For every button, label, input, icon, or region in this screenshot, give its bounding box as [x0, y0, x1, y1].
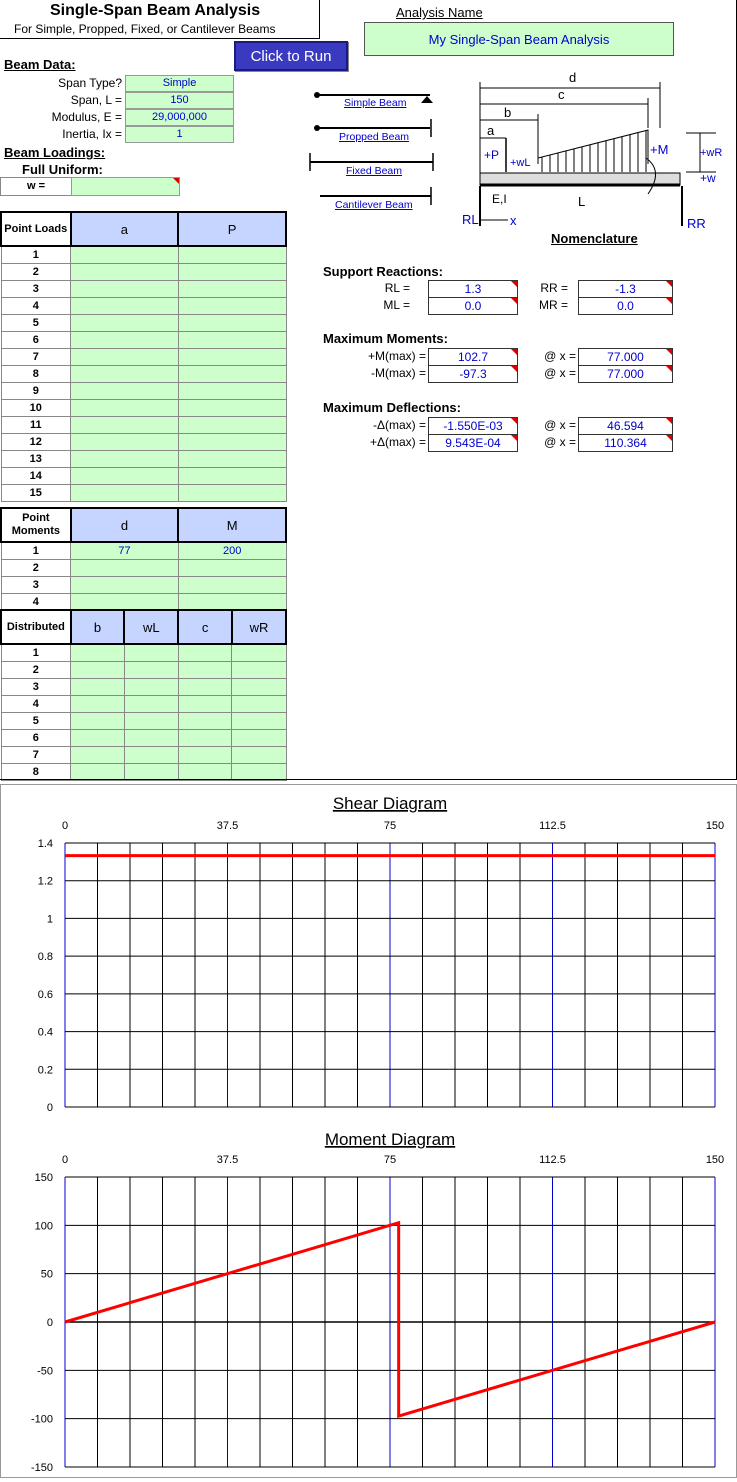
x-tick-label: 75 — [383, 820, 397, 832]
rr-label: RR = — [540, 281, 568, 295]
y-tick-label: -100 — [30, 1413, 53, 1426]
cell-a[interactable] — [71, 399, 179, 416]
nom-c: c — [558, 87, 565, 102]
table-row — [1, 746, 286, 763]
cell-wl[interactable] — [124, 695, 178, 712]
table-row — [1, 484, 286, 501]
cell-a[interactable] — [71, 450, 179, 467]
cell-c[interactable] — [178, 763, 232, 780]
mmax-neg-x: 77.000 — [578, 365, 673, 383]
cell-m[interactable] — [178, 559, 286, 576]
x-tick-label: 37.5 — [216, 1154, 239, 1166]
cell-c[interactable] — [178, 746, 232, 763]
cell-p[interactable] — [178, 433, 286, 450]
chart-title: Shear Diagram — [332, 794, 448, 813]
nomenclature-title: Nomenclature — [551, 231, 638, 246]
cell-b[interactable] — [71, 712, 125, 729]
point-moments-table — [0, 507, 287, 611]
row-number: 8 — [1, 365, 71, 382]
row-number: 7 — [1, 746, 71, 763]
table-row — [1, 399, 286, 416]
row-number: 2 — [1, 661, 71, 678]
cell-b[interactable] — [71, 746, 125, 763]
col-p-header: P — [178, 212, 286, 246]
analysis-name-label: Analysis Name — [396, 5, 483, 20]
row-number: 5 — [1, 712, 71, 729]
cantilever-beam-link[interactable]: Cantilever Beam — [335, 199, 413, 211]
y-tick-label: 0.4 — [37, 1026, 53, 1039]
y-tick-label: 1 — [46, 913, 53, 926]
row-number: 2 — [1, 263, 71, 280]
cell-a[interactable] — [71, 382, 179, 399]
row-number: 4 — [1, 297, 71, 314]
cell-m[interactable] — [178, 593, 286, 610]
table-row — [1, 331, 286, 348]
dmax-pos-x: 110.364 — [578, 434, 673, 452]
cell-a[interactable] — [71, 280, 179, 297]
dmax-pos-label: +Δ(max) = — [369, 435, 426, 449]
x-tick-label: 150 — [705, 820, 725, 832]
table-row — [1, 433, 286, 450]
span-length-input[interactable]: 150 — [125, 92, 234, 109]
row-number: 3 — [1, 280, 71, 297]
table-row — [1, 678, 286, 695]
cell-b[interactable] — [71, 644, 125, 661]
modulus-input[interactable]: 29,000,000 — [125, 109, 234, 126]
cell-b[interactable] — [71, 661, 125, 678]
table-row — [1, 576, 286, 593]
cell-b[interactable] — [71, 763, 125, 780]
pm-title-1: Point — [22, 512, 50, 524]
simple-beam-link[interactable]: Simple Beam — [344, 97, 407, 109]
row-number: 12 — [1, 433, 71, 450]
cell-p[interactable] — [178, 399, 286, 416]
mmax-pos-x: 77.000 — [578, 348, 673, 366]
cell-wr[interactable] — [232, 695, 286, 712]
cell-b[interactable] — [71, 678, 125, 695]
cell-a[interactable] — [71, 263, 179, 280]
point-loads-table — [0, 211, 287, 502]
chart-title: Moment Diagram — [324, 1130, 456, 1149]
x-tick-label: 0 — [61, 820, 69, 832]
row-number: 4 — [1, 695, 71, 712]
nom-w: +w — [700, 171, 716, 185]
y-tick-label: 0 — [46, 1317, 53, 1329]
cell-d[interactable] — [71, 559, 179, 576]
row-number: 4 — [1, 593, 71, 610]
w-label: w = — [0, 177, 72, 196]
table-row — [1, 712, 286, 729]
x-tick-label: 150 — [705, 1154, 725, 1166]
table-row — [1, 416, 286, 433]
cell-wr[interactable] — [232, 712, 286, 729]
table-row — [1, 450, 286, 467]
analysis-name-input[interactable]: My Single-Span Beam Analysis — [364, 22, 674, 56]
table-row — [1, 297, 286, 314]
nom-l: L — [578, 194, 586, 209]
pm-title-2: Moments — [11, 525, 60, 537]
cell-d[interactable] — [71, 593, 179, 610]
fixed-beam-link[interactable]: Fixed Beam — [346, 165, 403, 177]
row-number: 6 — [1, 331, 71, 348]
cell-p[interactable] — [178, 263, 286, 280]
beam-loadings-heading: Beam Loadings: — [4, 145, 106, 160]
dmax-neg-at-label: @ x = — [544, 418, 576, 432]
y-tick-label: 1.4 — [37, 838, 53, 850]
table-row — [1, 314, 286, 331]
cell-p[interactable] — [178, 450, 286, 467]
table-row — [1, 348, 286, 365]
w-input[interactable] — [71, 177, 180, 196]
table-row — [1, 263, 286, 280]
cell-c[interactable] — [178, 712, 232, 729]
cell-p[interactable] — [178, 331, 286, 348]
nom-x: x — [510, 213, 517, 228]
maximum-deflections-heading: Maximum Deflections: — [323, 400, 461, 415]
row-number: 2 — [1, 559, 71, 576]
cell-wr[interactable] — [232, 746, 286, 763]
row-number: 5 — [1, 314, 71, 331]
cell-wr[interactable] — [232, 729, 286, 746]
y-tick-label: -150 — [30, 1462, 53, 1474]
nom-ei: E,I — [492, 192, 507, 206]
nom-m: +M — [650, 142, 669, 157]
col-c-header: c — [178, 610, 232, 644]
cell-wr[interactable] — [232, 644, 286, 661]
cell-d[interactable] — [71, 576, 179, 593]
distributed-title: Distributed — [1, 610, 71, 644]
cell-p[interactable] — [178, 280, 286, 297]
cell-c[interactable] — [178, 661, 232, 678]
dmax-pos-at-label: @ x = — [544, 435, 576, 449]
cell-wl[interactable] — [124, 712, 178, 729]
cell-p[interactable] — [178, 467, 286, 484]
col-m-header: M — [178, 508, 286, 542]
cell-wr[interactable] — [232, 763, 286, 780]
x-tick-label: 112.5 — [539, 1154, 566, 1166]
cell-wl[interactable] — [124, 644, 178, 661]
table-row — [1, 763, 286, 780]
table-row — [1, 729, 286, 746]
col-b-header: b — [71, 610, 125, 644]
cell-c[interactable] — [178, 644, 232, 661]
table-row — [1, 467, 286, 484]
nom-d: d — [569, 70, 577, 85]
cell-a[interactable] — [71, 348, 179, 365]
page-title: Single-Span Beam Analysis — [50, 2, 261, 19]
x-tick-label: 0 — [61, 1154, 69, 1166]
inertia-input[interactable]: 1 — [125, 126, 234, 143]
nom-rl: RL — [462, 212, 479, 227]
cell-p[interactable] — [178, 246, 286, 263]
mmax-neg-at-label: @ x = — [544, 366, 576, 380]
cell-m[interactable]: 200 — [178, 542, 286, 559]
charts-svg — [1, 785, 736, 1477]
cell-a[interactable] — [71, 365, 179, 382]
cell-a[interactable] — [71, 467, 179, 484]
cell-d[interactable]: 77 — [71, 542, 179, 559]
cell-wl[interactable] — [124, 661, 178, 678]
x-tick-label: 37.5 — [216, 820, 239, 832]
cell-p[interactable] — [178, 484, 286, 501]
inertia-label: Inertia, Ix = — [62, 127, 122, 141]
row-number: 6 — [1, 729, 71, 746]
row-number: 10 — [1, 399, 71, 416]
y-tick-label: 0.8 — [37, 951, 53, 964]
col-a-header: a — [71, 212, 179, 246]
cell-c[interactable] — [178, 695, 232, 712]
rl-label: RL = — [384, 281, 410, 295]
dmax-neg-x: 46.594 — [578, 417, 673, 435]
section-divider — [0, 779, 737, 780]
cell-a[interactable] — [71, 416, 179, 433]
rr-value: -1.3 — [578, 280, 673, 298]
mmax-neg-label: -M(max) = — [371, 366, 426, 380]
y-tick-label: 0.2 — [37, 1064, 53, 1077]
beam-data-heading: Beam Data: — [4, 57, 76, 72]
row-number: 3 — [1, 678, 71, 695]
row-number: 13 — [1, 450, 71, 467]
row-number: 1 — [1, 644, 71, 661]
cell-a[interactable] — [71, 314, 179, 331]
cell-a[interactable] — [71, 246, 179, 263]
ml-value: 0.0 — [428, 297, 518, 315]
rl-value: 1.3 — [428, 280, 518, 298]
nom-a: a — [487, 123, 495, 138]
x-tick-label: 112.5 — [539, 820, 566, 832]
y-tick-label: 0 — [46, 1102, 53, 1114]
mr-value: 0.0 — [578, 297, 673, 315]
y-tick-label: 0.6 — [37, 988, 53, 1001]
y-tick-label: 50 — [40, 1268, 53, 1281]
cell-p[interactable] — [178, 416, 286, 433]
nom-b: b — [504, 105, 512, 120]
table-row — [1, 559, 286, 576]
cell-wr[interactable] — [232, 678, 286, 695]
cell-p[interactable] — [178, 365, 286, 382]
row-number: 9 — [1, 382, 71, 399]
run-button[interactable]: Click to Run — [234, 41, 348, 71]
col-wl-header: wL — [124, 610, 178, 644]
table-row — [1, 593, 286, 610]
distributed-table — [0, 609, 287, 781]
cell-wl[interactable] — [124, 678, 178, 695]
span-type-label: Span Type? — [58, 76, 122, 90]
y-tick-label: -50 — [37, 1365, 53, 1378]
cell-a[interactable] — [71, 297, 179, 314]
support-reactions-heading: Support Reactions: — [323, 264, 443, 279]
table-row — [1, 365, 286, 382]
table-row — [1, 695, 286, 712]
row-number: 7 — [1, 348, 71, 365]
table-row — [1, 280, 286, 297]
col-d-header: d — [71, 508, 179, 542]
cell-p[interactable] — [178, 348, 286, 365]
dmax-pos-value: 9.543E-04 — [428, 434, 518, 452]
mmax-pos-label: +M(max) = — [367, 349, 426, 363]
cell-p[interactable] — [178, 314, 286, 331]
dmax-neg-label: -Δ(max) = — [372, 418, 426, 432]
cell-b[interactable] — [71, 729, 125, 746]
row-number: 8 — [1, 763, 71, 780]
span-length-label: Span, L = — [70, 93, 122, 107]
cell-wl[interactable] — [124, 763, 178, 780]
y-tick-label: 1.2 — [37, 875, 53, 888]
cell-b[interactable] — [71, 695, 125, 712]
y-tick-label: 100 — [34, 1220, 53, 1233]
cell-wr[interactable] — [232, 661, 286, 678]
x-tick-label: 75 — [383, 1154, 397, 1166]
cell-wl[interactable] — [124, 746, 178, 763]
span-type-input[interactable]: Simple — [125, 75, 234, 92]
row-number: 1 — [1, 542, 71, 559]
table-row — [1, 246, 286, 263]
modulus-label: Modulus, E = — [51, 110, 122, 124]
cell-p[interactable] — [178, 297, 286, 314]
maximum-moments-heading: Maximum Moments: — [323, 331, 448, 346]
page-subtitle: For Simple, Propped, Fixed, or Cantilever Beams — [14, 22, 276, 36]
mmax-neg-value: -97.3 — [428, 365, 518, 383]
table-row — [1, 644, 286, 661]
mmax-pos-at-label: @ x = — [544, 349, 576, 363]
cell-m[interactable] — [178, 576, 286, 593]
nom-rr: RR — [687, 216, 706, 228]
row-number: 11 — [1, 416, 71, 433]
nomenclature-diagram — [460, 68, 730, 228]
cell-a[interactable] — [71, 484, 179, 501]
row-number: 3 — [1, 576, 71, 593]
mmax-pos-value: 102.7 — [428, 348, 518, 366]
propped-beam-link[interactable]: Propped Beam — [339, 131, 410, 143]
cell-wl[interactable] — [124, 729, 178, 746]
nom-wr: +wR — [700, 147, 723, 159]
row-number: 15 — [1, 484, 71, 501]
col-wr-header: wR — [232, 610, 286, 644]
table-row — [1, 542, 286, 559]
dmax-neg-value: -1.550E-03 — [428, 417, 518, 435]
row-number: 1 — [1, 246, 71, 263]
table-row — [1, 382, 286, 399]
y-tick-label: 150 — [34, 1172, 53, 1184]
charts-panel — [0, 784, 737, 1478]
table-row — [1, 661, 286, 678]
cell-a[interactable] — [71, 331, 179, 348]
nom-wl: +wL — [510, 157, 531, 169]
full-uniform-heading: Full Uniform: — [22, 162, 103, 177]
point-loads-title: Point Loads — [1, 212, 71, 246]
cell-a[interactable] — [71, 433, 179, 450]
point-moments-title — [1, 508, 71, 542]
nom-p: +P — [484, 148, 500, 162]
cell-c[interactable] — [178, 729, 232, 746]
cell-p[interactable] — [178, 382, 286, 399]
ml-label: ML = — [383, 298, 410, 312]
mr-label: MR = — [538, 298, 568, 312]
row-number: 14 — [1, 467, 71, 484]
cell-c[interactable] — [178, 678, 232, 695]
